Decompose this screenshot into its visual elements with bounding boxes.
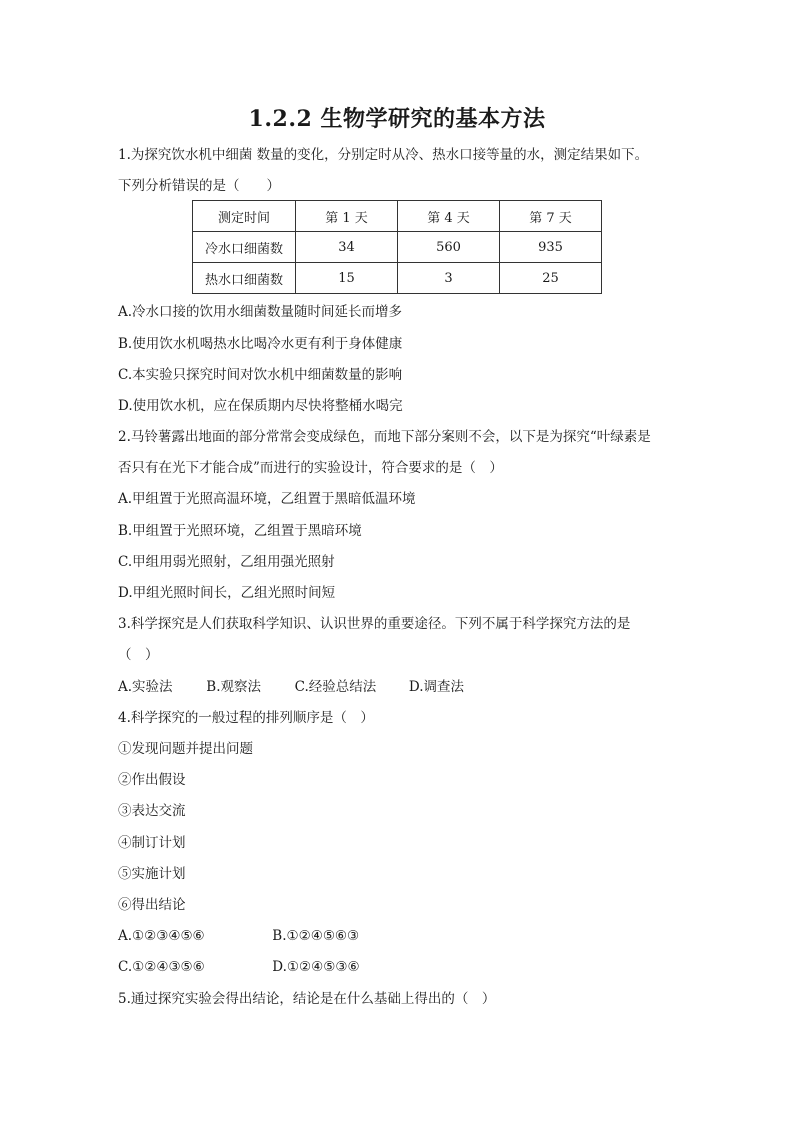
q1-stem-line2: 下列分析错误的是（ ） <box>118 178 280 194</box>
q2-stem-line1: 2.马铃薯露出地面的部分常常会变成绿色，而地下部分案则不会，以下是为探究“叶绿素是 <box>118 429 651 445</box>
q2-option-c: C.甲组用弱光照射，乙组用强光照射 <box>118 554 335 570</box>
table-cell: 560 <box>398 232 500 263</box>
q2-option-d: D.甲组光照时间长，乙组光照时间短 <box>118 585 336 601</box>
q2-option-b: B.甲组置于光照环境，乙组置于黑暗环境 <box>118 523 362 539</box>
q3-option-c: C.经验总结法 <box>294 679 377 695</box>
table-cell: 25 <box>500 263 602 294</box>
q4-step: ⑤实施计划 <box>118 866 186 882</box>
q4-step: ③表达交流 <box>118 803 186 819</box>
table-header-cell: 测定时间 <box>193 201 296 232</box>
q3-stem-line1: 3.科学探究是人们获取科学知识、认识世界的重要途径。下列不属于科学探究方法的是 <box>118 616 631 632</box>
q4-option-b: B.①②④⑤⑥③ <box>272 928 360 944</box>
q1-data-table <box>192 200 602 294</box>
table-header-cell: 第 7 天 <box>500 201 602 232</box>
q4-options-row1 <box>118 927 359 945</box>
q4-step: ②作出假设 <box>118 772 186 788</box>
table-cell: 935 <box>500 232 602 263</box>
table-cell: 34 <box>296 232 398 263</box>
q3-option-a: A.实验法 <box>118 679 173 695</box>
q3-option-d: D.调查法 <box>408 679 465 695</box>
q4-step: ①发现问题并提出问题 <box>118 741 253 757</box>
table-header-cell: 第 4 天 <box>398 201 500 232</box>
q1-stem-line1: 1.为探究饮水机中细菌 数量的变化，分别定时从冷、热水口接等量的水，测定结果如下。 <box>118 147 649 163</box>
table-row <box>193 263 602 294</box>
table-cell: 冷水口细菌数 <box>193 232 296 263</box>
q1-option-b: B.使用饮水机喝热水比喝冷水更有利于身体健康 <box>118 336 403 352</box>
table-cell: 3 <box>398 263 500 294</box>
q3-option-b: B.观察法 <box>206 679 262 695</box>
q5-stem: 5.通过探究实验会得出结论，结论是在什么基础上得出的（ ） <box>118 991 496 1007</box>
table-row <box>193 232 602 263</box>
q4-options-row2 <box>118 958 360 976</box>
table-cell: 15 <box>296 263 398 294</box>
table-cell: 热水口细菌数 <box>193 263 296 294</box>
q1-option-a: A.冷水口接的饮用水细菌数量随时间延长而增多 <box>118 304 403 320</box>
q4-step: ④制订计划 <box>118 835 186 851</box>
q4-option-c: C.①②④③⑤⑥ <box>118 959 205 975</box>
q1-option-d: D.使用饮水机，应在保质期内尽快将整桶水喝完 <box>118 398 403 414</box>
table-header-cell: 第 1 天 <box>296 201 398 232</box>
q3-stem-line2: （ ） <box>118 647 159 663</box>
table-header-row <box>193 201 602 232</box>
q4-stem: 4.科学探究的一般过程的排列顺序是（ ） <box>118 710 374 726</box>
q2-stem-line2: 否只有在光下才能合成”而进行的实验设计，符合要求的是（ ） <box>118 460 503 476</box>
q4-step: ⑥得出结论 <box>118 897 186 913</box>
q4-option-d: D.①②④⑤③⑥ <box>272 959 360 975</box>
q2-option-a: A.甲组置于光照高温环境，乙组置于黑暗低温环境 <box>118 491 416 507</box>
q1-option-c: C.本实验只探究时间对饮水机中细菌数量的影响 <box>118 367 403 383</box>
q3-options <box>118 678 464 696</box>
q4-option-a: A.①②③④⑤⑥ <box>118 928 205 944</box>
page-title: 1.2.2 生物学研究的基本方法 <box>248 106 546 132</box>
